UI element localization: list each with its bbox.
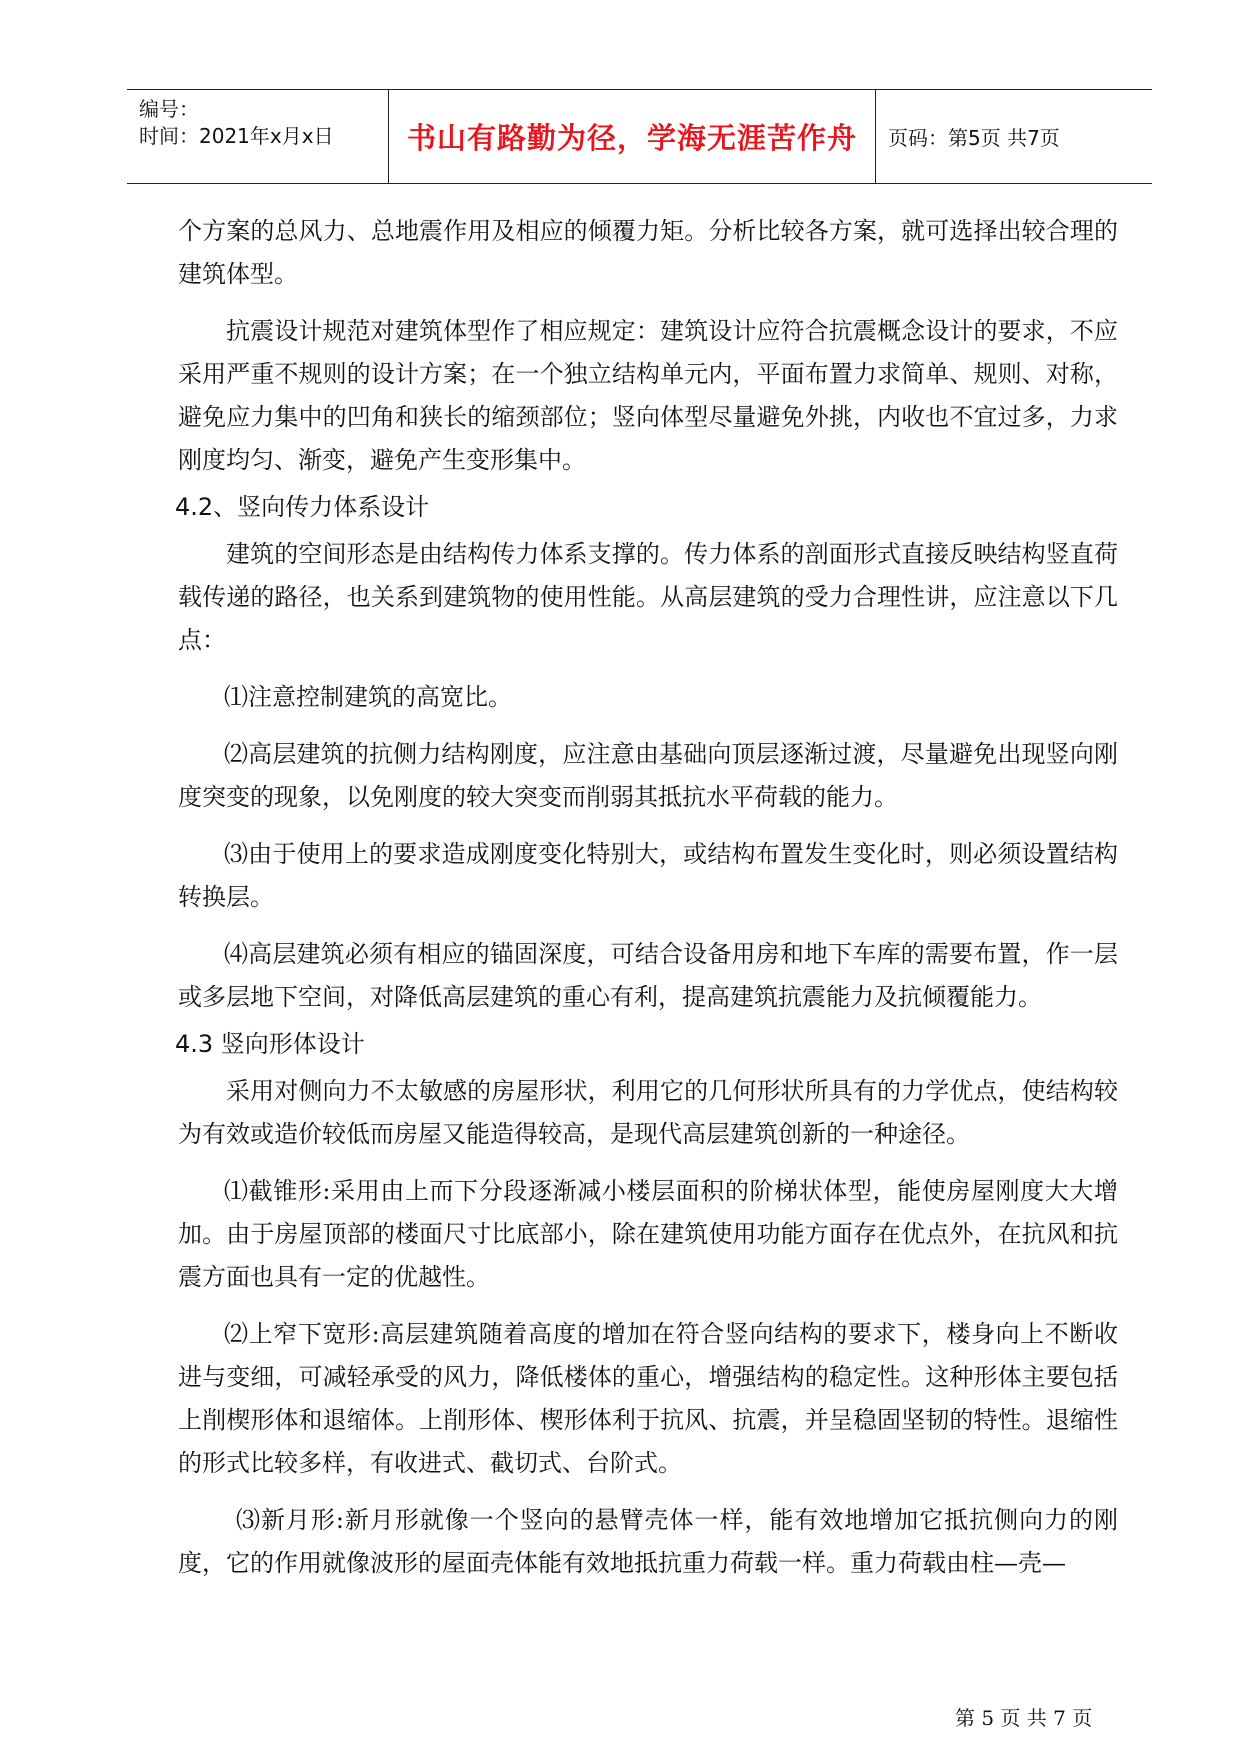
paragraph: 建筑的空间形态是由结构传力体系支撑的。传力体系的剖面形式直接反映结构竖直荷载传递的路径，也关系到建筑物的使用性能。从高层建筑的受力合理性讲，应注意以下几点： (178, 540, 1118, 654)
paragraph: ⑶由于使用上的要求造成刚度变化特别大，或结构布置发生变化时，则必须设置结构转换层。 (178, 840, 1118, 911)
header-page-code: 页码：第5页 共7页 (888, 126, 1060, 150)
paragraph: 抗震设计规范对建筑体型作了相应规定：建筑设计应符合抗震概念设计的要求，不应采用严重不规则的设计方案；在一个独立结构单元内，平面布置力求简单、规则、对称，避免应力集中的凹角和狭长的缩颈部位；竖向体型尽量避免外挑，内收也不宜过多，力求刚度均匀、渐变，避免产生变形集中。 (178, 317, 1118, 474)
section-heading: 4.2、竖向传力体系设计 (175, 493, 430, 521)
paragraph: ⑵高层建筑的抗侧力结构刚度，应注意由基础向顶层逐渐过渡，尽量避免出现竖向刚度突变的现象，以免刚度的较大突变而削弱其抵抗水平荷载的能力。 (178, 740, 1118, 811)
paragraph: ⑵上窄下宽形:高层建筑随着高度的增加在符合竖向结构的要求下，楼身向上不断收进与变细，可减轻承受的风力，降低楼体的重心，增强结构的稳定性。这种形体主要包括上削楔形体和退缩体。上削形体、楔形体利于抗风、抗震，并呈稳固坚韧的特性。退缩性的形式比较多样，有收进式、截切式、台阶式。 (178, 1320, 1118, 1477)
header-page-cell (876, 90, 1152, 183)
header-info-cell (127, 90, 389, 183)
paragraph: ⑶新月形:新月形就像一个竖向的悬臂壳体一样，能有效地增加它抵抗侧向力的刚度，它的作用就像波形的屋面壳体能有效地抵抗重力荷载一样。重力荷载由柱—壳— (178, 1506, 1118, 1577)
document-body (175, 210, 1118, 1585)
paragraph: ⑷高层建筑必须有相应的锚固深度，可结合设备用房和地下车库的需要布置，作一层或多层地下空间，对降低高层建筑的重心有利，提高建筑抗震能力及抗倾覆能力。 (178, 940, 1118, 1011)
paragraph: 个方案的总风力、总地震作用及相应的倾覆力矩。分析比较各方案，就可选择出较合理的建筑体型。 (178, 217, 1118, 288)
time-label: 时间：2021年x月x日 (139, 124, 334, 148)
paragraph: 采用对侧向力不太敏感的房屋形状，利用它的几何形状所具有的力学优点，使结构较为有效或造价较低而房屋又能造得较高，是现代高层建筑创新的一种途径。 (178, 1077, 1118, 1148)
serial-label: 编号： (139, 97, 199, 121)
paragraph: ⑴注意控制建筑的高宽比。 (224, 683, 512, 711)
header-motto-cell (389, 90, 876, 183)
paragraph: ⑴截锥形:采用由上而下分段逐渐减小楼层面积的阶梯状体型，能使房屋刚度大大增加。由于房屋顶部的楼面尺寸比底部小，除在建筑使用功能方面存在优点外，在抗风和抗震方面也具有一定的优越性。 (178, 1177, 1118, 1291)
page-footer: 第 5 页 共 7 页 (955, 1706, 1093, 1730)
document-header (127, 89, 1152, 184)
header-motto: 书山有路勤为径，学海无涯苦作舟 (406, 121, 857, 155)
section-heading: 4.3 竖向形体设计 (175, 1030, 365, 1058)
